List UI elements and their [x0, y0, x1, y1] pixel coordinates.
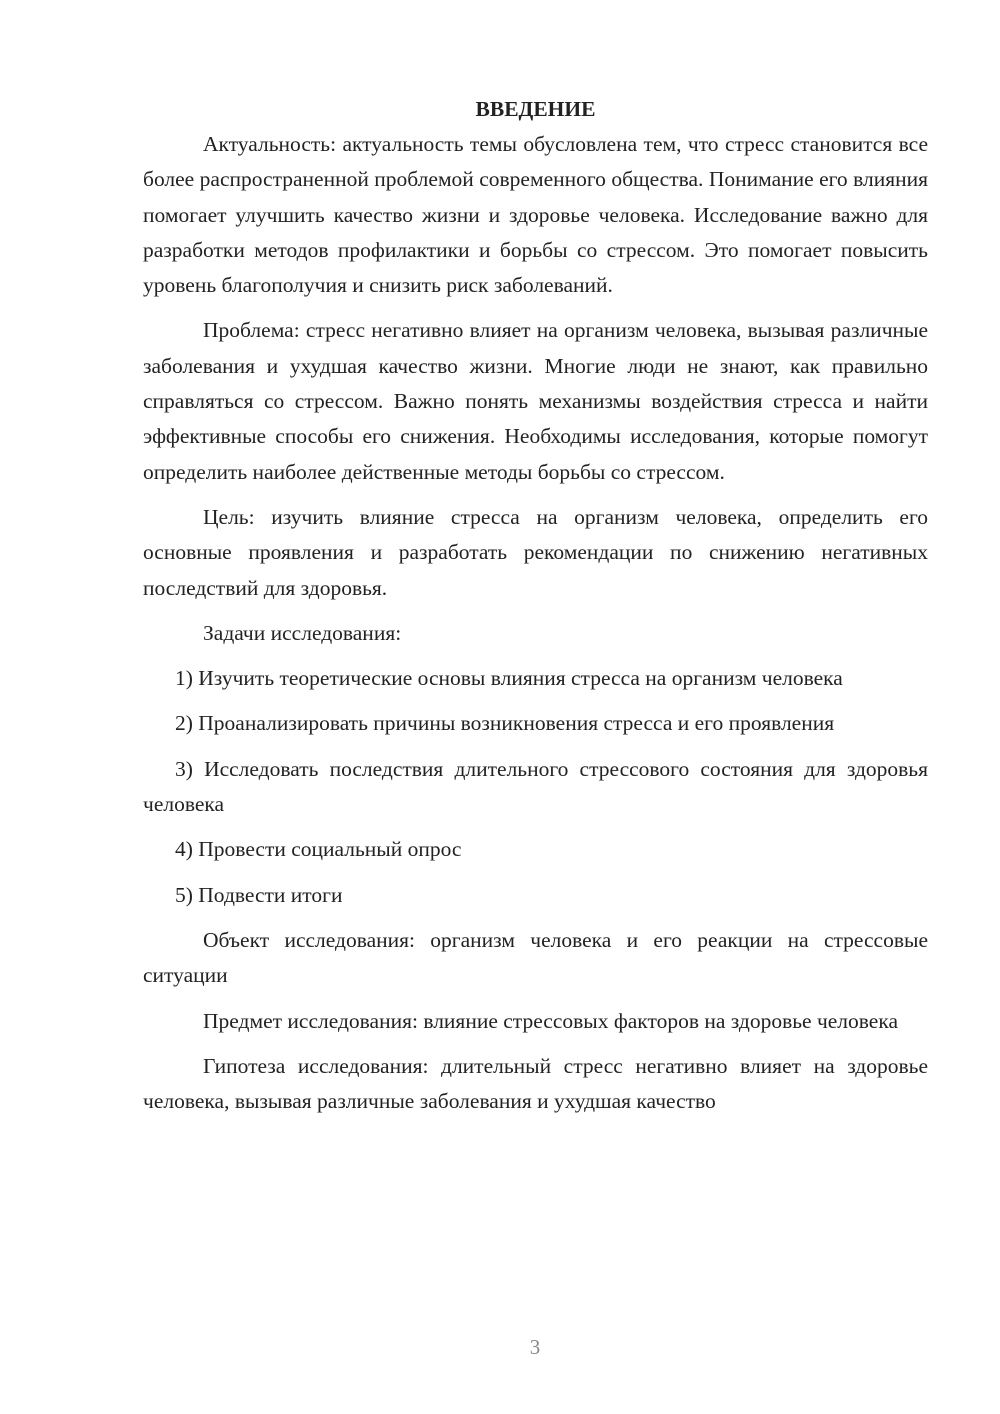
paragraph-tasks-heading: Задачи исследования:	[203, 620, 402, 645]
paragraph-subject: Предмет исследования: влияние стрессовых факторов на здоровье человека	[203, 1008, 899, 1033]
task-item-4: 4) Провести социальный опрос	[175, 837, 462, 862]
task-item-1: 1) Изучить теоретические основы влияния стресса на организм человека	[175, 666, 843, 691]
section-title: ВВЕДЕНИЕ	[475, 97, 596, 121]
page-content	[143, 92, 928, 1129]
page-number: 3	[529, 1335, 541, 1359]
task-item-3: 3) Исследовать последствия длительного стрессового состояния для здоровья человека	[143, 756, 928, 817]
task-item-5: 5) Подвести итоги	[175, 882, 343, 907]
paragraph-relevance: Актуальность: актуальность темы обусловлена тем, что стресс становится все более распространенной проблемой современного общества. Понимание его влияния помогает улучшить качество жизни и здоровье человека. Исследование важно для разработки методов профилактики и борьбы со стрессом. Это помогает повысить уровень благополучия и снизить риск заболеваний.	[143, 132, 928, 298]
task-item-2: 2) Проанализировать причины возникновения стресса и его проявления	[175, 711, 835, 736]
paragraph-goal: Цель: изучить влияние стресса на организм человека, определить его основные проявления и разработать рекомендации по снижению негативных последствий для здоровья.	[143, 504, 928, 600]
paragraph-problem: Проблема: стресс негативно влияет на организм человека, вызывая различные заболевания и ухудшая качество жизни. Многие люди не знают, как правильно справляться со стрессом. Важно понять механизмы воздействия стресса и найти эффективные способы его снижения. Необходимы исследования, которые помогут определить наиболее действенные методы борьбы со стрессом.	[143, 318, 928, 484]
paragraph-object: Объект исследования: организм человека и его реакции на стрессовые ситуации	[143, 927, 928, 988]
paragraph-hypothesis: Гипотеза исследования: длительный стресс негативно влияет на здоровье человека, вызывая различные заболевания и ухудшая качество	[143, 1053, 928, 1114]
